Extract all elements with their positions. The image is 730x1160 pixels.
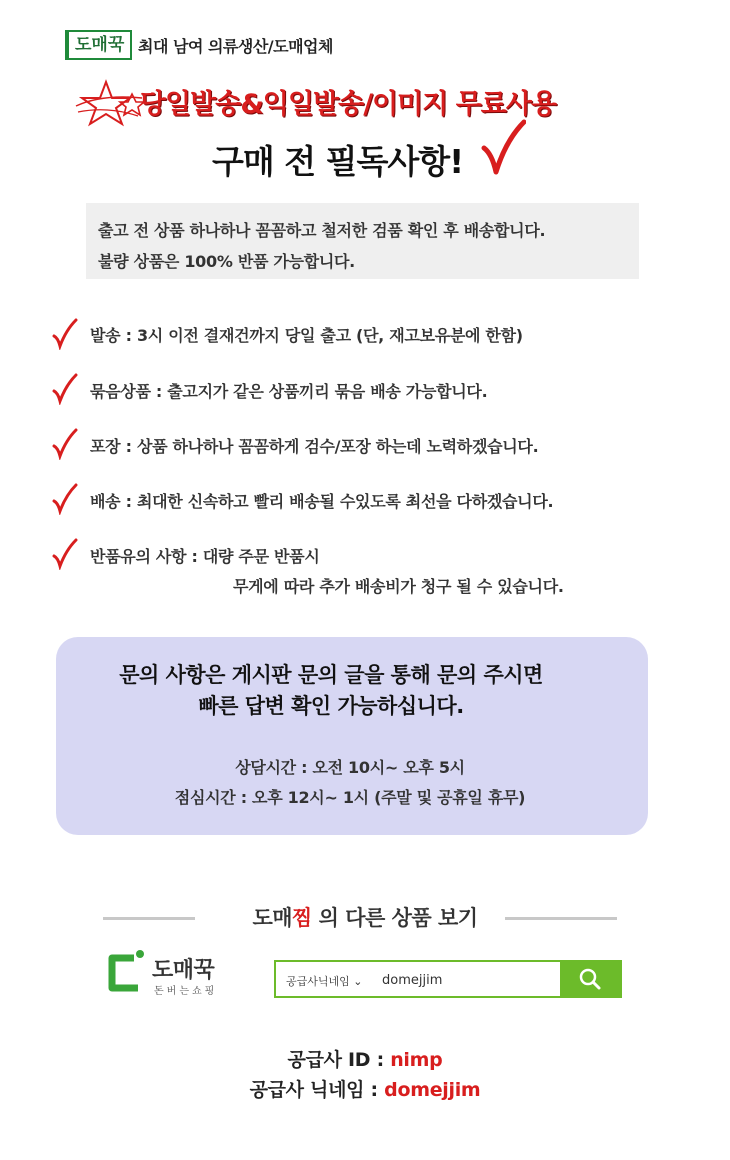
item-delivery: 배송 : 최대한 신속하고 빨리 배송될 수있도록 최선을 다하겠습니다. — [90, 492, 554, 511]
brand-name: 도매꾹 — [152, 958, 215, 983]
banner-headline: 당일발송&익일발송/이미지 무료사용 — [140, 89, 557, 120]
notice-line-1: 출고 전 상품 하나하나 꼼꼼하고 철저한 검품 확인 후 배송합니다. — [98, 221, 546, 240]
check-icon — [50, 318, 78, 350]
supplier-nickname — [0, 1075, 730, 1102]
search-icon — [578, 967, 602, 991]
banner-subheadline: 구매 전 필독사항! — [212, 142, 464, 181]
item-return-continuation: 무게에 따라 추가 배송비가 청구 될 수 있습니다. — [233, 577, 564, 596]
search-type-select[interactable] — [286, 973, 362, 989]
check-icon — [50, 428, 78, 460]
more-brand-highlight: 찜 — [292, 906, 312, 930]
inquiry-line-2: 빠른 답변 확인 가능하십니다. — [198, 694, 464, 718]
chevron-down-icon: ⌄ — [349, 975, 363, 988]
inquiry-line-1: 문의 사항은 게시판 문의 글을 통해 문의 주시면 — [119, 663, 543, 687]
more-suffix: 의 다른 상품 보기 — [311, 906, 478, 930]
item-bundle: 묶음상품 : 출고지가 같은 상품끼리 묶음 배송 가능합니다. — [90, 382, 488, 401]
check-icon — [50, 373, 78, 405]
red-check-icon — [480, 118, 526, 178]
inquiry-hours: 상담시간 : 오전 10시~ 오후 5시 — [235, 758, 465, 777]
search-bar — [274, 960, 622, 998]
search-button[interactable] — [560, 962, 620, 996]
check-icon — [50, 538, 78, 570]
check-icon — [50, 483, 78, 515]
notice-line-2: 불량 상품은 100% 반품 가능합니다. — [98, 252, 355, 271]
inquiry-lunch: 점심시간 : 오후 12시~ 1시 (주말 및 공휴일 휴무) — [174, 788, 526, 807]
supplier-nick-label: 공급사 닉네임 : — [249, 1079, 385, 1101]
item-packaging: 포장 : 상품 하나하나 꼼꼼하게 검수/포장 하는데 노력하겠습니다. — [90, 437, 539, 456]
search-select-label: 공급사닉네임 — [286, 975, 350, 988]
supplier-nick-value: domejjim — [384, 1079, 481, 1101]
supplier-id — [0, 1045, 730, 1072]
more-brand-prefix: 도매 — [252, 906, 293, 930]
header-logo[interactable]: 도매꾹 — [65, 30, 132, 60]
domeggook-logo-icon[interactable] — [104, 948, 148, 996]
header-tagline: 최대 남여 의류생산/도매업체 — [138, 37, 333, 56]
star-scribble-icon — [72, 76, 150, 128]
supplier-id-value: nimp — [390, 1049, 443, 1071]
search-input[interactable] — [382, 971, 552, 989]
brand-subtitle: 돈버는쇼핑 — [154, 986, 218, 997]
more-products-title[interactable] — [0, 902, 730, 932]
supplier-id-label: 공급사 ID : — [287, 1049, 391, 1071]
item-shipping: 발송 : 3시 이전 결재건까지 당일 출고 (단, 재고보유분에 한함) — [90, 326, 523, 345]
item-return: 반품유의 사항 : 대량 주문 반품시 — [90, 547, 320, 566]
